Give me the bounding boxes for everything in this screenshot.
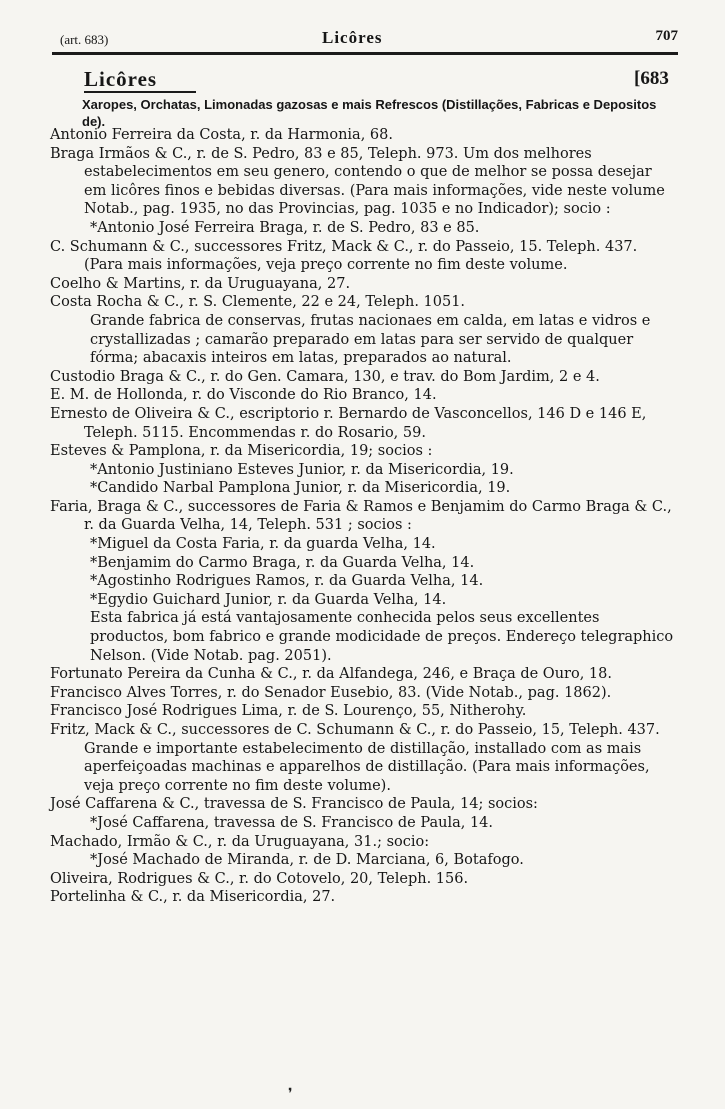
page-header (60, 28, 678, 52)
directory-entry: Oliveira, Rodrigues & C., r. do Cotovelo, 20, Teleph. 156. (50, 870, 469, 887)
directory-entry: Costa Rocha & C., r. S. Clemente, 22 e 24, Teleph. 1051. (50, 294, 466, 311)
directory-entry: Portelinha & C., r. da Misericordia, 27. (50, 889, 336, 906)
directory-entry: Custodio Braga & C., r. do Gen. Camara, 130, e trav. do Bom Jardim, 2 e 4. (50, 368, 600, 385)
directory-entries (50, 126, 678, 907)
page-number: 707 (655, 28, 678, 44)
partner-entry: *Antonio Justiniano Esteves Junior, r. da Misericordia, 19. (90, 461, 514, 478)
directory-entry: Fortunato Pereira da Cunha & C., r. da Alfandega, 246, e Braça de Ouro, 18. (50, 666, 612, 683)
directory-entry: Machado, Irmão & C., r. da Uruguayana, 31.; socio: (50, 833, 430, 850)
partner-entry: *Miguel da Costa Faria, r. da guarda Velha, 14. (90, 536, 436, 553)
article-reference: (art. 683) (60, 32, 109, 47)
section-title-underline (84, 91, 196, 93)
directory-entry: Coelho & Martins, r. da Uruguayana, 27. (50, 275, 351, 292)
partner-entry: *Agostinho Rodrigues Ramos, r. da Guarda Velha, 14. (90, 573, 484, 590)
directory-entry: Francisco Alves Torres, r. do Senador Eusebio, 83. (Vide Notab., pag. 1862). (50, 684, 612, 701)
directory-entry: E. M. de Hollonda, r. do Visconde do Rio Branco, 14. (50, 387, 437, 404)
partner-entry: *José Caffarena, travessa de S. Francisco de Paula, 14. (90, 814, 493, 831)
partner-entry: *Egydio Guichard Junior, r. da Guarda Velha, 14. (90, 591, 447, 608)
directory-entry: Francisco José Rodrigues Lima, r. de S. Lourenço, 55, Nitherohy. (50, 703, 527, 720)
directory-entry: Fritz, Mack & C., successores de C. Schumann & C., r. do Passeio, 15, Teleph. 437. Grande e importante estabelecimento de distillação, installado com as mais aperfeiçoadas machinas e apparelhos de distillação. (Para mais informações, veja preço corrente no fim deste volume). (50, 722, 660, 794)
partner-entry: *José Machado de Miranda, r. de D. Marciana, 6, Botafogo. (90, 852, 524, 869)
directory-entry: Ernesto de Oliveira & C., escriptorio r. Bernardo de Vasconcellos, 146 D e 146 E, Teleph. 5115. Encommendas r. do Rosario, 59. (50, 405, 647, 441)
ink-mark: ❜ (288, 1086, 293, 1102)
section-title: Licôres (84, 67, 158, 91)
entry-description: Grande fabrica de conservas, frutas nacionaes em calda, em latas e vidros e crystallizadas ; camarão preparado em latas para ser servido de qualquer fórma; abacaxis inteiros em latas, preparados ao natural. (90, 312, 651, 367)
directory-entry: Esteves & Pamplona, r. da Misericordia, 19; socios : (50, 443, 433, 460)
directory-entry: Antonio Ferreira da Costa, r. da Harmonia, 68. (50, 127, 393, 143)
entry-description: Esta fabrica já está vantajosamente conhecida pelos seus excellentes productos, bom fabrico e grande modicidade de preços. Endereço telegraphico Nelson. (Vide Notab. pag. 2051). (90, 610, 674, 664)
partner-entry: *Antonio José Ferreira Braga, r. de S. Pedro, 83 e 85. (90, 219, 480, 236)
directory-entry: Faria, Braga & C., successores de Faria & Ramos e Benjamim do Carmo Braga & C., r. da Guarda Velha, 14, Teleph. 531 ; socios : (50, 498, 672, 534)
partner-entry: *Benjamim do Carmo Braga, r. da Guarda Velha, 14. (90, 554, 475, 571)
partner-entry: *Candido Narbal Pamplona Junior, r. da Misericordia, 19. (90, 480, 511, 497)
directory-entry: José Caffarena & C., travessa de S. Francisco de Paula, 14; socios: (50, 796, 538, 813)
directory-entry: Braga Irmãos & C., r. de S. Pedro, 83 e 85, Teleph. 973. Um dos melhores estabelecimentos em seu genero, contendo o que de melhor se possa desejar em licôres finos e bebidas diversas. (Para mais informações, vide neste volume Notab., pag. 1935, no das Provincias, pag. 1035 e no Indicador); socio : (50, 145, 665, 218)
section-subtitle: Xaropes, Orchatas, Limonadas gazosas e mais Refrescos (Distillações, Fabricas e Depositos de). (82, 97, 657, 129)
directory-entry: C. Schumann & C., successores Fritz, Mack & C., r. do Passeio, 15. Teleph. 437. (Para mais informações, veja preço corrente no fim deste volume. (50, 238, 638, 274)
header-rule (52, 52, 678, 55)
section-number: [683 (634, 68, 669, 89)
running-title: Licôres (322, 28, 383, 47)
